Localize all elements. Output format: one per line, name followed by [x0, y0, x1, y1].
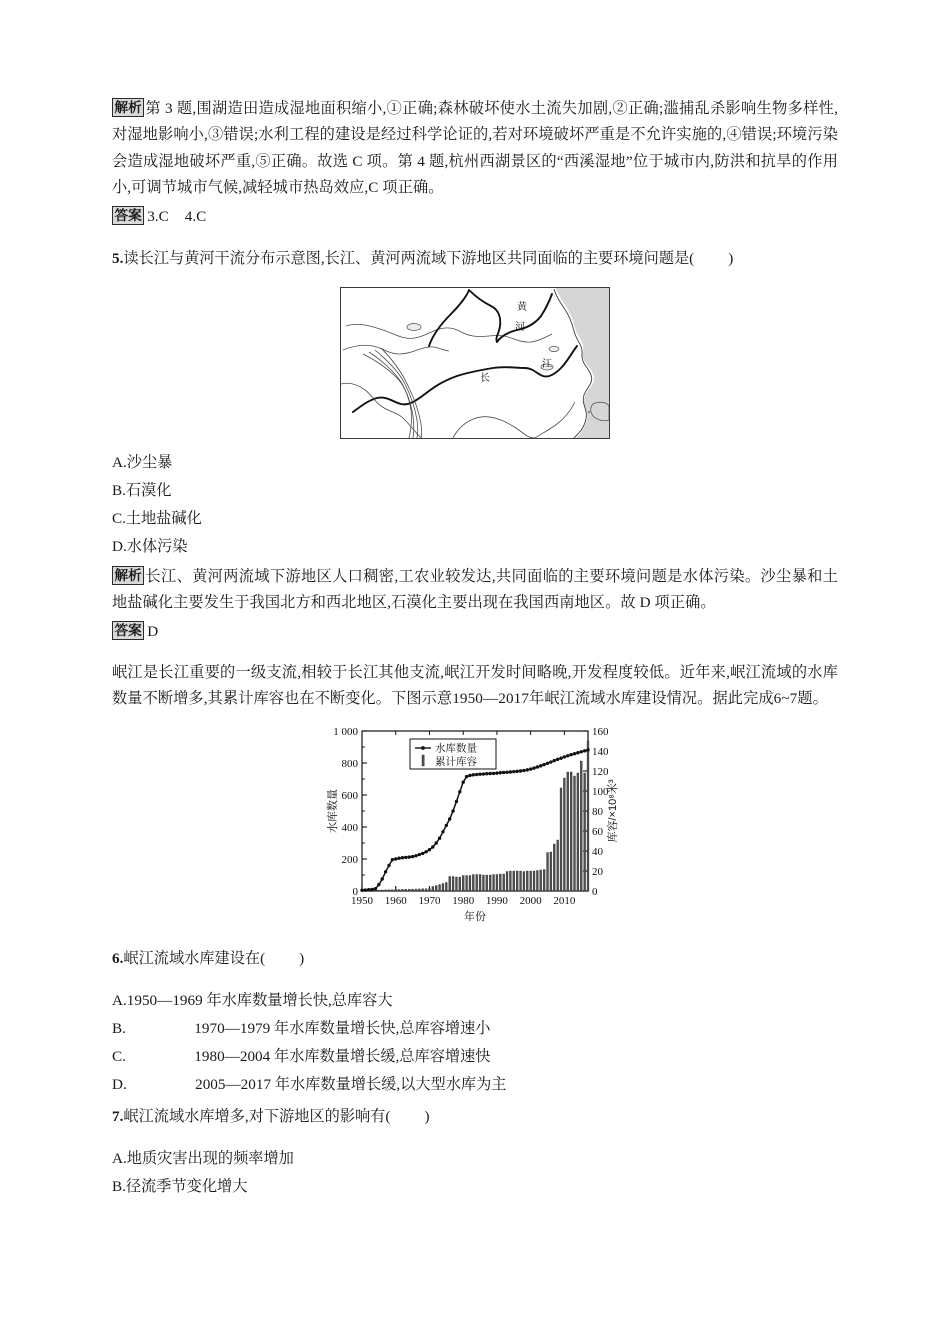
chart-bar [479, 874, 481, 891]
chart-bar [385, 890, 387, 891]
question-6-option-c-letter: C. [112, 1048, 126, 1065]
chart-line-marker [428, 848, 431, 851]
question-6-option-a-letter: A. [112, 992, 127, 1009]
chart-line-marker [532, 766, 535, 769]
question-5-stem-close: ) [728, 249, 734, 267]
chart-line-marker [522, 769, 525, 772]
question-6-option-d[interactable] [112, 1071, 838, 1099]
chart-bar [557, 840, 559, 891]
river-map-frame [340, 287, 610, 439]
chart-bar [435, 885, 437, 891]
chart-line-marker [546, 761, 549, 764]
chart-bar [412, 889, 414, 891]
question-7-stem-text: 岷江流域水库增多,对下游地区的影响有( [123, 1108, 391, 1125]
chart-line-marker [539, 764, 542, 767]
chart-bar [550, 852, 552, 891]
question-6-option-b-letter: B. [112, 1020, 126, 1037]
chart-line-marker [411, 855, 414, 858]
chart-line-marker [549, 760, 552, 763]
chart-line-marker [583, 749, 586, 752]
question-5-option-a-text: A.沙尘暴 [112, 454, 173, 471]
chart-line-marker [488, 772, 491, 775]
question-7-option-b[interactable] [112, 1173, 838, 1201]
chart-line-marker [397, 856, 400, 859]
chart-bar [398, 889, 400, 891]
chart-bar [402, 889, 404, 891]
analysis-tag: 解析 [112, 98, 144, 117]
question-6-stem-text: 岷江流域水库建设在( [123, 949, 266, 967]
chart-bar [408, 889, 410, 891]
chart-line-marker [387, 864, 390, 867]
chart-bar [526, 871, 528, 891]
chart-line-marker [404, 856, 407, 859]
chart-line-marker [556, 757, 559, 760]
answer-line-2 [112, 619, 838, 645]
reservoir-chart-svg [310, 719, 640, 937]
chart-bar [439, 884, 441, 891]
chart-line-marker [576, 751, 579, 754]
chart-bar [584, 773, 586, 891]
y2-axis-tick-label: 60 [592, 825, 603, 838]
chart-line-marker [360, 888, 363, 891]
chart-bar [459, 877, 461, 891]
chart-line-marker [461, 780, 464, 783]
x-axis-tick-label: 1960 [384, 894, 407, 907]
question-6-option-c-pad [126, 1043, 194, 1071]
question-6-option-d-letter: D. [112, 1076, 127, 1093]
question-6-option-c[interactable] [112, 1043, 838, 1071]
chart-bar [580, 761, 582, 891]
y-axis-tick-label: 200 [341, 853, 358, 866]
chart-line-marker [536, 765, 539, 768]
y-axis-tick-label: 800 [341, 757, 358, 770]
y2-axis-tick-label: 140 [592, 745, 609, 758]
x-axis-tick-label: 1970 [418, 894, 441, 907]
chart-bar [425, 889, 427, 891]
chart-line-marker [542, 763, 545, 766]
y2-axis-tick-label: 20 [592, 865, 603, 878]
chart-line-marker [445, 824, 448, 827]
island-dot [588, 411, 590, 413]
question-6-option-d-text: 2005—2017 年水库数量增长缓,以大型水库为主 [195, 1076, 507, 1093]
chart-bar [378, 890, 380, 891]
chart-bar [449, 876, 451, 891]
chart-bar [432, 886, 434, 891]
chart-line-marker [394, 857, 397, 860]
chart-line-marker [492, 772, 495, 775]
chart-bar [418, 889, 420, 891]
y-axis-title: 水库数量 [327, 788, 339, 833]
question-5-stem-text: 读长江与黄河干流分布示意图,长江、黄河两流域下游地区共同面临的主要环境问题是( [123, 249, 695, 267]
chart-line-marker [370, 888, 373, 891]
chart-line-marker [475, 773, 478, 776]
answer-value-3: 3.C [147, 207, 169, 225]
question-5-number: 5. [112, 249, 124, 267]
chart-bar [472, 874, 474, 891]
x-axis-tick-label: 2000 [519, 894, 542, 907]
chart-line-marker [465, 775, 468, 778]
chart-line-marker [364, 888, 367, 891]
chart-line-marker [448, 817, 451, 820]
question-6-option-d-pad [127, 1071, 195, 1099]
chart-bar [506, 871, 508, 891]
chart-line-marker [408, 855, 411, 858]
chart-line-marker [441, 830, 444, 833]
chart-line-marker [502, 771, 505, 774]
chart-bar [587, 741, 589, 891]
chart-line-marker [374, 887, 377, 890]
chart-line-marker [418, 853, 421, 856]
reservoir-chart-figure [112, 719, 838, 937]
chart-line-marker [381, 877, 384, 880]
chart-line-marker [485, 772, 488, 775]
chart-line-marker [505, 770, 508, 773]
question-6-option-b[interactable] [112, 1015, 838, 1043]
chart-line-marker [435, 841, 438, 844]
question-7-option-a-text: A.地质灾害出现的频率增加 [112, 1150, 294, 1168]
y-axis-tick-label: 1 000 [333, 725, 358, 738]
question-6-option-b-pad [126, 1015, 194, 1043]
legend-line-marker [421, 746, 425, 750]
chart-bar [574, 776, 576, 891]
lake-blob-1 [407, 324, 421, 331]
question-7-option-a[interactable] [112, 1145, 838, 1173]
exercise-page [112, 96, 838, 1201]
answer-line-1 [112, 204, 838, 230]
analysis-paragraph-1 [112, 96, 838, 202]
chart-bar [520, 871, 522, 891]
chart-line-marker [438, 836, 441, 839]
chart-bar [536, 870, 538, 891]
question-6-option-a[interactable] [112, 987, 838, 1015]
y-axis-tick-label: 400 [341, 821, 358, 834]
answer-tag: 答案 [112, 206, 144, 225]
chart-bar [486, 875, 488, 891]
chart-bar [533, 871, 535, 891]
y2-axis-tick-label: 120 [592, 765, 609, 778]
river-map-figure [112, 287, 838, 439]
chart-line-marker [367, 888, 370, 891]
question-7-stem-close: ) [424, 1108, 430, 1125]
question-6-option-b-text: 1970—1979 年水库数量增长快,总库容增速小 [194, 1020, 491, 1037]
analysis-tag-2: 解析 [112, 566, 144, 585]
chart-line-marker [391, 858, 394, 861]
chart-line-marker [451, 809, 454, 812]
chart-line-marker [509, 770, 512, 773]
chart-line-marker [499, 771, 502, 774]
question-5-stem [112, 245, 838, 272]
y2-axis-tick-label: 0 [592, 885, 598, 898]
chart-bar [577, 773, 579, 891]
chart-line-marker [559, 756, 562, 759]
chart-bar [452, 876, 454, 891]
chart-line-marker [384, 870, 387, 873]
analysis-paragraph-2 [112, 564, 838, 617]
question-5-option-d[interactable] [112, 533, 838, 561]
x-axis-tick-label: 1990 [485, 894, 508, 907]
chart-bar [523, 871, 525, 891]
chart-bar [466, 875, 468, 891]
question-7-stem [112, 1103, 838, 1130]
chart-bar [405, 889, 407, 891]
chart-bar [563, 778, 565, 891]
map-label-huang: 黄 [517, 302, 527, 313]
chart-bar [482, 875, 484, 891]
chart-bar [567, 772, 569, 891]
chart-line-marker [455, 800, 458, 803]
question-5-option-b-text: B.石漠化 [112, 482, 172, 499]
chart-line-marker [586, 748, 589, 751]
chart-bar [553, 844, 555, 891]
chart-bar [422, 889, 424, 891]
chart-line-marker [431, 845, 434, 848]
chart-line-marker [401, 856, 404, 859]
answer-value-5: D [147, 622, 159, 640]
chart-line-marker [468, 774, 471, 777]
chart-bar [489, 875, 491, 891]
chart-line-marker [482, 772, 485, 775]
answer-value-4: 4.C [184, 207, 207, 225]
chart-line-marker [472, 773, 475, 776]
x-axis-tick-label: 1950 [351, 894, 373, 907]
chart-bar [530, 871, 532, 891]
chart-line-marker [519, 769, 522, 772]
y2-axis-tick-label: 100 [592, 785, 609, 798]
chart-bar [395, 889, 397, 890]
x-axis-title: 年份 [464, 910, 486, 923]
reservoir-chart-box [310, 719, 640, 937]
chart-bar [391, 890, 393, 891]
map-label-he: 河 [515, 322, 525, 333]
chart-bar [509, 871, 511, 891]
legend-bar-swatch [422, 755, 424, 766]
chart-line-marker [424, 850, 427, 853]
question-6-number: 6. [112, 949, 124, 967]
passage-intro: 岷江是长江重要的一级支流,相较于长江其他支流,岷江开发时间略晚,开发程度较低。近年来,岷江流域的水库数量不断增多,其累计库容也在不断变化。下图示意1950—2017年岷江流域水库建设情况。据此完成6~7题。 [112, 664, 838, 708]
chart-bar [496, 874, 498, 891]
question-7-number: 7. [112, 1108, 124, 1125]
y2-axis-tick-label: 40 [592, 845, 603, 858]
chart-bar [547, 852, 549, 891]
chart-bar [560, 788, 562, 891]
y2-axis-tick-label: 160 [592, 725, 609, 738]
legend-label-cumulative-capacity: 累计库容 [435, 755, 477, 768]
y2-axis-tick-label: 80 [592, 805, 603, 818]
question-7-option-b-text: B.径流季节变化增大 [112, 1178, 248, 1196]
chart-bar [513, 871, 515, 891]
x-axis-tick-label: 2010 [553, 894, 576, 907]
y-axis-tick-label: 600 [341, 789, 358, 802]
chart-line-marker [526, 768, 529, 771]
question-5-option-d-text: D.水体污染 [112, 538, 188, 555]
chart-bar [540, 870, 542, 891]
chart-line-marker [580, 750, 583, 753]
y-axis-tick-label: 0 [352, 885, 358, 898]
map-label-chang: 长 [480, 373, 490, 384]
question-5-option-b[interactable] [112, 477, 838, 505]
chart-bar [516, 871, 518, 891]
legend-label-reservoir-count: 水库数量 [435, 742, 477, 755]
answer-tag-2: 答案 [112, 621, 144, 640]
chart-bar [445, 882, 447, 891]
chart-bar [429, 888, 431, 890]
river-map-svg [341, 288, 609, 438]
analysis-text-1: 第 3 题,围湖造田造成湿地面积缩小,①正确;森林破坏使水土流失加剧,②正确;滥捕乱杀影响生物多样性,对湿地影响小,③错误;水利工程的建设是经过科学论证的,若对环境破坏严重是不允许实施的,④错误;环境污染会造成湿地破坏严重,⑤正确。故选 C 项。第 4 题,杭州西湖景区的“西溪湿地”位于城市内,防洪和抗旱的作用小,可调节城市气候,减轻城市热岛效应,C 项正确。 [112, 100, 838, 197]
question-5-option-a[interactable] [112, 449, 838, 477]
chart-line-marker [512, 770, 515, 773]
y2-axis-title: 库容/×10⁸米³ [607, 779, 619, 843]
chart-bar [381, 890, 383, 891]
chart-line-marker [495, 771, 498, 774]
lake-blob-2 [549, 346, 559, 351]
chart-bar [415, 889, 417, 891]
chart-line-marker [421, 852, 424, 855]
question-5-option-c[interactable] [112, 505, 838, 533]
map-label-jiang: 江 [542, 359, 552, 370]
chart-line-marker [515, 769, 518, 772]
chart-line-marker [566, 754, 569, 757]
chart-line-marker [569, 753, 572, 756]
question-6-option-c-text: 1980—2004 年水库数量增长缓,总库容增速快 [194, 1048, 491, 1065]
chart-line-marker [458, 790, 461, 793]
chart-line-marker [377, 883, 380, 886]
question-6-stem [112, 945, 838, 972]
chart-bar [476, 874, 478, 891]
chart-line-marker [414, 854, 417, 857]
chart-bar [442, 883, 444, 891]
chart-bar [493, 874, 495, 891]
chart-bar [499, 874, 501, 891]
chart-line-marker [553, 759, 556, 762]
chart-line-marker [478, 772, 481, 775]
chart-bar [469, 875, 471, 891]
chart-bar [543, 869, 545, 891]
question-6-stem-close: ) [299, 949, 305, 967]
analysis-text-2: 长江、黄河两流域下游地区人口稠密,工农业较发达,共同面临的主要环境问题是水体污染。沙尘暴和土地盐碱化主要发生于我国北方和西北地区,石漠化主要出现在我国西南地区。故 D 项正确。 [112, 568, 838, 612]
question-5-option-c-text: C.土地盐碱化 [112, 510, 202, 527]
chart-bar [455, 877, 457, 891]
chart-bar [503, 874, 505, 891]
chart-bar [570, 772, 572, 891]
question-6-option-a-text: 1950—1969 年水库数量增长快,总库容大 [126, 992, 393, 1009]
chart-bar [462, 875, 464, 891]
chart-bar [388, 890, 390, 891]
chart-line-marker [573, 752, 576, 755]
x-axis-tick-label: 1980 [452, 894, 475, 907]
chart-line-marker [529, 767, 532, 770]
chart-line-marker [563, 755, 566, 758]
